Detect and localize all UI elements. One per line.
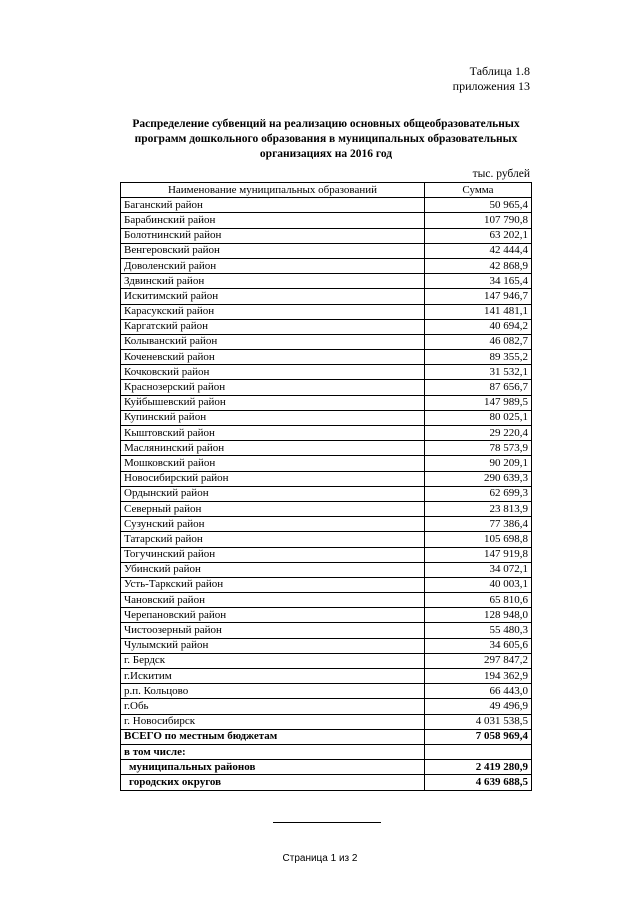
row-sum: 31 532,1 [425,365,532,380]
row-name: Ордынский район [121,486,425,501]
row-sum: 62 699,3 [425,486,532,501]
header-name: Наименование муниципальных образований [121,183,425,198]
table-row [121,532,532,547]
reference-line-2: приложения 13 [452,79,530,93]
row-sum: 34 072,1 [425,562,532,577]
row-sum: 34 165,4 [425,274,532,289]
row-sum: 34 605,6 [425,638,532,653]
row-sum: 55 480,3 [425,623,532,638]
row-name: Баганский район [121,198,425,213]
row-name: Каргатский район [121,319,425,334]
row-sum: 23 813,9 [425,501,532,516]
table-row [121,623,532,638]
row-sum: 50 965,4 [425,198,532,213]
row-name: Чулымский район [121,638,425,653]
table-row [121,486,532,501]
title-line-2: программ дошкольного образования в муниципальных образовательных [134,133,518,145]
row-name: р.п. Кольцово [121,684,425,699]
row-name: городских округов [121,775,425,790]
row-sum: 87 656,7 [425,380,532,395]
row-name: Кыштовский район [121,426,425,441]
row-name: Чановский район [121,593,425,608]
table-row [121,304,532,319]
row-sum: 80 025,1 [425,410,532,425]
row-sum: 29 220,4 [425,426,532,441]
row-name: Барабинский район [121,213,425,228]
unit-label: тыс. рублей [472,168,530,180]
table-row [121,198,532,213]
table-row [121,410,532,425]
row-sum: 77 386,4 [425,517,532,532]
row-sum: 147 919,8 [425,547,532,562]
row-sum: 147 989,5 [425,395,532,410]
header-sum: Сумма [425,183,532,198]
row-name: Карасукский район [121,304,425,319]
reference-line-1: Таблица 1.8 [469,64,530,78]
row-name: Тогучинский район [121,547,425,562]
table-body [121,198,532,790]
row-name: Мошковский район [121,456,425,471]
row-sum: 290 639,3 [425,471,532,486]
row-name: Усть-Таркский район [121,577,425,592]
table-row [121,501,532,516]
row-sum: 63 202,1 [425,228,532,243]
row-name: Здвинский район [121,274,425,289]
table-row [121,653,532,668]
table-row [121,395,532,410]
row-sum: 49 496,9 [425,699,532,714]
row-sum: 78 573,9 [425,441,532,456]
table-row [121,684,532,699]
row-name: Татарский район [121,532,425,547]
table-row [121,760,532,775]
row-name: г.Искитим [121,669,425,684]
row-name: Болотнинский район [121,228,425,243]
row-name: Искитимский район [121,289,425,304]
table-row [121,243,532,258]
row-sum: 4 639 688,5 [425,775,532,790]
row-name: Кочковский район [121,365,425,380]
row-sum: 65 810,6 [425,593,532,608]
row-sum: 46 082,7 [425,334,532,349]
row-sum: 7 058 969,4 [425,729,532,744]
row-name: г. Новосибирск [121,714,425,729]
table-header-row [121,183,532,198]
row-name: Маслянинский район [121,441,425,456]
table-row [121,775,532,790]
row-sum: 42 868,9 [425,258,532,273]
table-row [121,441,532,456]
row-sum: 107 790,8 [425,213,532,228]
table-row [121,319,532,334]
row-name: Черепановский район [121,608,425,623]
row-name: Чистоозерный район [121,623,425,638]
row-name: Венгеровский район [121,243,425,258]
row-name: Убинский район [121,562,425,577]
document-title [120,117,532,162]
row-sum: 89 355,2 [425,350,532,365]
page-footer: Страница 1 из 2 [282,853,358,864]
table-row [121,380,532,395]
row-name: Коченевский район [121,350,425,365]
row-sum [425,744,532,759]
row-name: ВСЕГО по местным бюджетам [121,729,425,744]
row-name: Северный район [121,501,425,516]
row-name: г.Обь [121,699,425,714]
table-row [121,365,532,380]
row-name: муниципальных районов [121,760,425,775]
subsidy-table [120,182,532,791]
footnote-divider [273,822,381,823]
row-name: Доволенский район [121,258,425,273]
row-name: Колыванский район [121,334,425,349]
row-sum: 66 443,0 [425,684,532,699]
title-line-3: организациях на 2016 год [259,148,393,160]
table-row [121,258,532,273]
row-sum: 4 031 538,5 [425,714,532,729]
table-row [121,699,532,714]
table-row [121,729,532,744]
table-row [121,274,532,289]
row-name: Куйбышевский район [121,395,425,410]
row-sum: 40 003,1 [425,577,532,592]
table-row [121,669,532,684]
table-row [121,714,532,729]
row-sum: 2 419 280,9 [425,760,532,775]
table-row [121,228,532,243]
table-row [121,471,532,486]
row-name: Краснозерский район [121,380,425,395]
row-name: Сузунский район [121,517,425,532]
row-sum: 297 847,2 [425,653,532,668]
row-sum: 40 694,2 [425,319,532,334]
table-row [121,547,532,562]
row-sum: 147 946,7 [425,289,532,304]
row-name: Купинский район [121,410,425,425]
table-row [121,593,532,608]
row-name: в том числе: [121,744,425,759]
row-sum: 194 362,9 [425,669,532,684]
table-row [121,456,532,471]
table-row [121,350,532,365]
row-sum: 105 698,8 [425,532,532,547]
table-row [121,577,532,592]
table-row [121,562,532,577]
table-row [121,213,532,228]
table-row [121,744,532,759]
table-row [121,334,532,349]
table-reference [453,64,530,94]
row-sum: 141 481,1 [425,304,532,319]
row-sum: 90 209,1 [425,456,532,471]
row-sum: 42 444,4 [425,243,532,258]
title-line-1: Распределение субвенций на реализацию основных общеобразовательных [132,118,520,130]
table-row [121,289,532,304]
table-row [121,426,532,441]
row-name: г. Бердск [121,653,425,668]
table-row [121,638,532,653]
table-row [121,517,532,532]
table-row [121,608,532,623]
row-sum: 128 948,0 [425,608,532,623]
row-name: Новосибирский район [121,471,425,486]
